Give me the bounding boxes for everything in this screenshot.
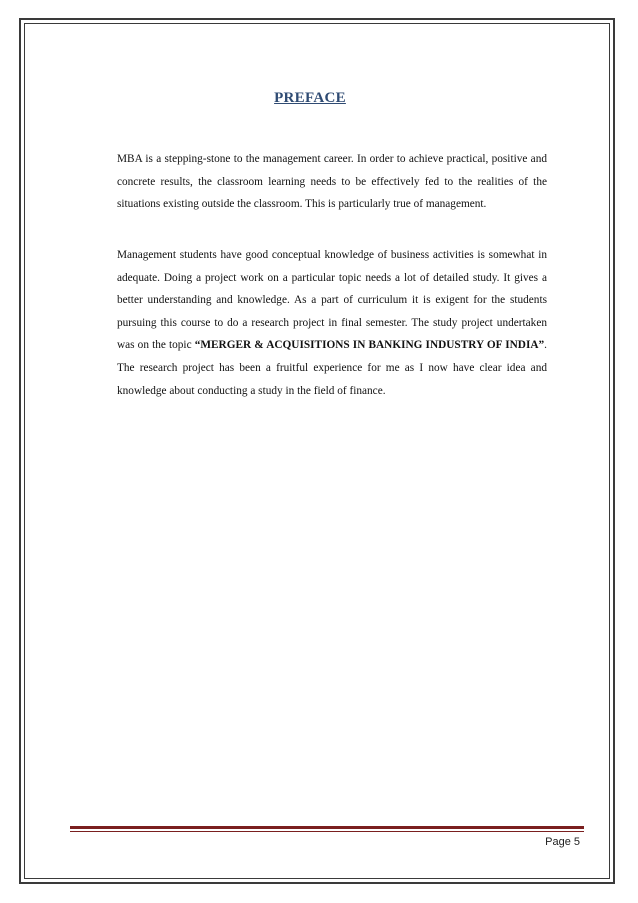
project-topic: “MERGER & ACQUISITIONS IN BANKING INDUSTRY OF INDIA” xyxy=(194,339,545,352)
paragraph-2 xyxy=(117,244,547,402)
page-title: PREFACE xyxy=(274,90,346,106)
footer-rule xyxy=(70,826,584,829)
footer-rule-thin xyxy=(70,831,584,832)
page-number: Page 5 xyxy=(545,836,580,848)
paragraph-2-end: . The research project has been a fruitful experience for me as I now have clear idea and knowledge about conducting a study in the field of finance. xyxy=(117,339,547,397)
paragraph-2-start: Management students have good conceptual knowledge of business activities is somewhat in adequate. Doing a project work on a particular topic needs a lot of detailed study. It gives a better understanding and knowledge. As a part of curriculum it is exigent for the students pursuing this course to do a research project in final semester. The study project undertaken was on the topic xyxy=(117,249,547,352)
paragraph-1: MBA is a stepping-stone to the management career. In order to achieve practical, positive and concrete results, the classroom learning needs to be effectively fed to the realities of the situations existing outside the classroom. This is particularly true of management. xyxy=(117,153,547,211)
